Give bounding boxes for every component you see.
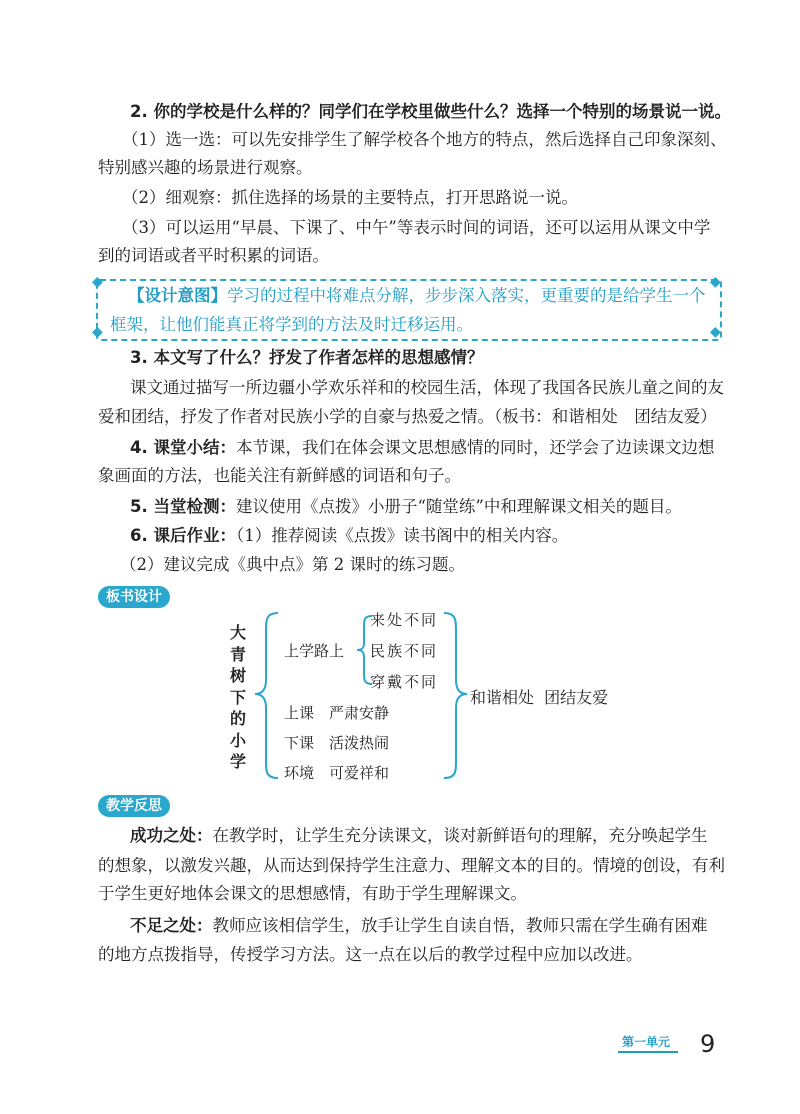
corner-ornament-icon: ◆: [92, 324, 103, 340]
lack-label: 不足之处：: [130, 916, 213, 935]
success-label: 成功之处：: [130, 826, 213, 845]
footer-unit: 第一单元: [622, 1035, 671, 1049]
board-row: 上课 严肃安静: [284, 704, 390, 722]
q3-line2: 爱和团结，抒发了作者对民族小学的自豪与热爱之情。（板书：和谐相处 团结友爱）: [98, 407, 717, 426]
q6-line2: （2）建议完成《典中点》第 2 课时的练习题。: [120, 555, 465, 574]
board-road-item: 来处不同: [370, 611, 439, 629]
q4-line2: 象画面的方法，也能关注有新鲜感的词语和句子。: [98, 466, 461, 485]
right-brace-icon: [444, 613, 467, 778]
board-design-tag: 板书设计: [98, 586, 170, 608]
q2-item1-line1: （1）选一选：可以先安排学生了解学校各个地方的特点，然后选择自己印象深刻、: [122, 130, 727, 149]
q3-line1: 课文通过描写一所边疆小学欢乐祥和的校园生活，体现了我国各民族儿童之间的友: [130, 378, 724, 397]
page-number: 9: [700, 1030, 716, 1058]
footer-divider: [618, 1051, 678, 1053]
design-intent-line1: 【设计意图】学习的过程中将难点分解，步步深入落实，更重要的是给学生一个: [128, 286, 706, 305]
left-brace-icon: [255, 613, 278, 778]
q2-title: 2. 你的学校是什么样的？同学们在学校里做些什么？选择一个特别的场景说一说。: [130, 102, 731, 121]
q5-label: 5. 当堂检测：: [130, 497, 236, 516]
q2-item2: （2）细观察：抓住选择的场景的主要特点，打开思路说一说。: [122, 188, 578, 207]
board-road-item: 穿戴不同: [370, 673, 439, 691]
success-line3: 于学生更好地体会课文的思想感情，有助于学生理解课文。: [98, 884, 527, 903]
q3-title: 3. 本文写了什么？抒发了作者怎样的思想感情？: [130, 348, 484, 367]
design-intent-line2: 框架，让他们能真正将学到的方法及时迁移运用。: [110, 315, 473, 334]
q2-item3-line2: 到的词语或者平时积累的词语。: [98, 246, 329, 265]
design-intent-label: 【设计意图】: [128, 286, 227, 305]
corner-ornament-icon: ◆: [710, 274, 721, 290]
corner-ornament-icon: ◆: [710, 324, 721, 340]
board-row: 下课 活泼热闹: [284, 734, 390, 752]
board-summary: 和谐相处 团结友爱: [470, 688, 609, 707]
lack-line2: 的地方点拨指导，传授学习方法。这一点在以后的教学过程中应加以改进。: [98, 945, 643, 964]
q6-label: 6. 课后作业：: [130, 526, 236, 545]
success-line2: 的想象，以激发兴趣，从而达到保持学生注意力、理解文本的目的。情境的创设，有利: [98, 856, 725, 875]
q5-line: 5. 当堂检测：建议使用《点拨》小册子“随堂练”中和理解课文相关的题目。: [130, 497, 682, 516]
q4-label: 4. 课堂小结：: [130, 438, 236, 457]
board-title-vertical: 大 青 树 下 的 小 学: [229, 623, 246, 771]
board-road: 上学路上: [284, 642, 345, 660]
success-line1: 成功之处：在教学时，让学生充分读课文，谈对新鲜语句的理解，充分唤起学生: [130, 826, 708, 845]
board-road-item: 民族不同: [370, 642, 439, 660]
corner-ornament-icon: ◆: [92, 274, 103, 290]
q2-item3-line1: （3）可以运用“早晨、下课了、中午”等表示时间的词语，还可以运用从课文中学: [122, 218, 711, 237]
q4-line1: 4. 课堂小结：本节课，我们在体会课文思想感情的同时，还学会了边读课文边想: [130, 438, 715, 457]
lack-line1: 不足之处：教师应该相信学生，放手让学生自读自悟，教师只需在学生确有困难: [130, 916, 708, 935]
q6-line1: 6. 课后作业：（1）推荐阅读《点拨》读书阁中的相关内容。: [130, 526, 569, 545]
reflection-tag: 教学反思: [98, 795, 170, 817]
board-row: 环境 可爱祥和: [284, 764, 390, 782]
q2-item1-line2: 特别感兴趣的场景进行观察。: [98, 158, 313, 177]
